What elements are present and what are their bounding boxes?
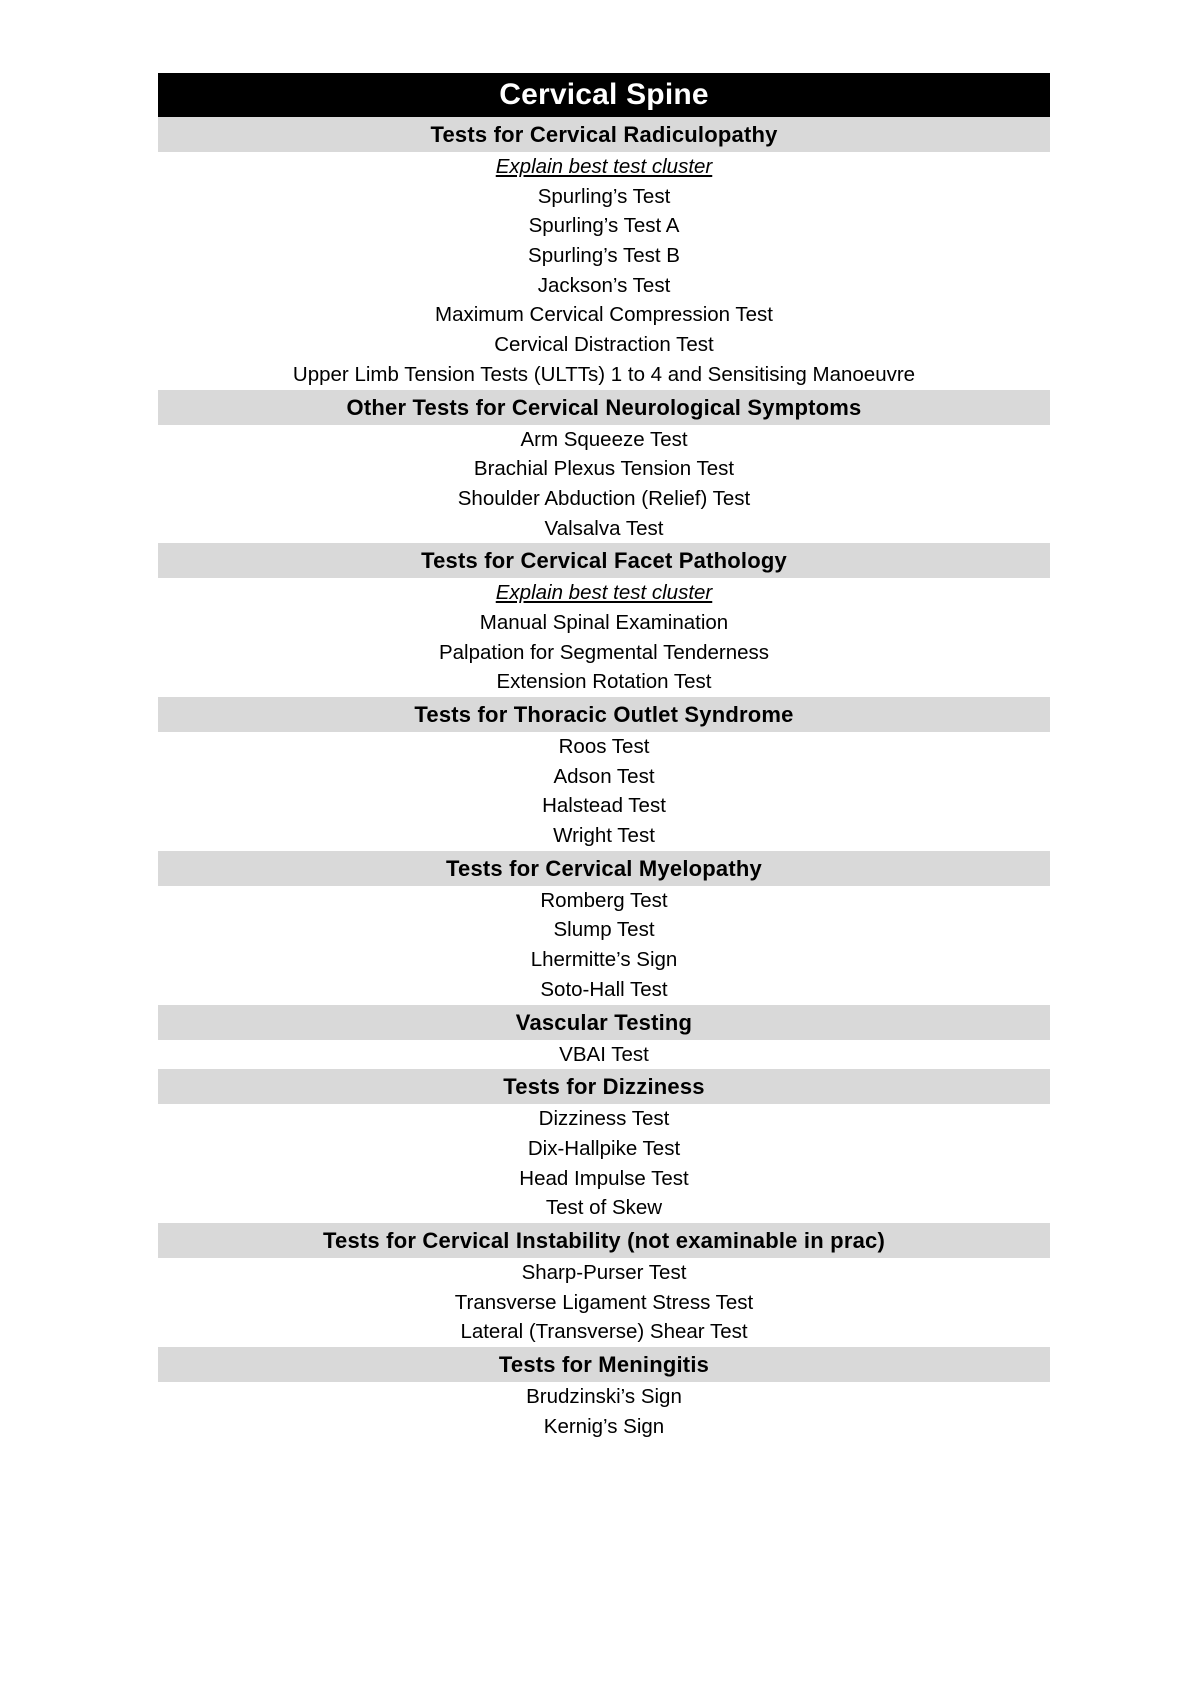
test-item: Test of Skew <box>545 1196 663 1220</box>
test-item: Manual Spinal Examination <box>479 610 729 634</box>
section-header: Other Tests for Cervical Neurological Symptoms <box>158 390 1050 425</box>
sections-container <box>158 117 1050 1441</box>
section-header: Tests for Thoracic Outlet Syndrome <box>158 697 1050 732</box>
test-item: Spurling’s Test A <box>528 214 680 238</box>
test-item: Soto-Hall Test <box>540 977 668 1001</box>
cluster-note: Explain best test cluster <box>495 155 713 178</box>
test-item: Romberg Test <box>540 888 668 912</box>
test-item: Spurling’s Test <box>537 184 671 208</box>
test-item: Extension Rotation Test <box>496 670 712 694</box>
test-item: Sharp-Purser Test <box>521 1260 687 1284</box>
test-item: Halstead Test <box>542 794 666 818</box>
test-item: Brachial Plexus Tension Test <box>473 457 735 481</box>
cluster-note: Explain best test cluster <box>495 581 713 605</box>
test-item: Arm Squeeze Test <box>520 427 688 451</box>
test-item: Cervical Distraction Test <box>494 333 714 357</box>
test-item: Dix-Hallpike Test <box>527 1136 681 1160</box>
section-header: Tests for Cervical Radiculopathy <box>158 117 1050 152</box>
test-item: Jackson’s Test <box>537 273 671 297</box>
test-item: Upper Limb Tension Tests (ULTTs) 1 to 4 and Sensitising Manoeuvre <box>292 362 916 386</box>
section-header: Vascular Testing <box>158 1005 1050 1040</box>
test-item: Slump Test <box>553 918 655 942</box>
test-item: Maximum Cervical Compression Test <box>435 303 773 327</box>
test-item: Roos Test <box>558 735 650 758</box>
test-item: Head Impulse Test <box>519 1166 689 1190</box>
test-item: Kernig’s Sign <box>543 1414 665 1438</box>
section-header: Tests for Dizziness <box>158 1069 1050 1104</box>
test-item: Lhermitte’s Sign <box>530 948 678 972</box>
sheet-title: Cervical Spine <box>158 73 1050 117</box>
test-item: Shoulder Abduction (Relief) Test <box>457 486 751 510</box>
section-header: Tests for Cervical Instability (not examinable in prac) <box>158 1223 1050 1258</box>
test-item: Adson Test <box>553 764 655 788</box>
section-header: Tests for Cervical Myelopathy <box>158 851 1050 886</box>
test-item: Palpation for Segmental Tenderness <box>438 640 770 664</box>
test-item: Lateral (Transverse) Shear Test <box>460 1320 748 1344</box>
test-item: VBAI Test <box>559 1042 649 1066</box>
test-item: Wright Test <box>553 824 655 848</box>
test-item: Transverse Ligament Stress Test <box>454 1290 754 1314</box>
test-item: Brudzinski’s Sign <box>526 1385 682 1408</box>
test-item: Spurling’s Test B <box>528 244 680 268</box>
cervical-spine-sheet <box>158 73 1050 1441</box>
test-item: Valsalva Test <box>544 516 664 540</box>
test-item: Dizziness Test <box>538 1107 670 1131</box>
section-header: Tests for Meningitis <box>158 1347 1050 1382</box>
section-header: Tests for Cervical Facet Pathology <box>158 543 1050 578</box>
